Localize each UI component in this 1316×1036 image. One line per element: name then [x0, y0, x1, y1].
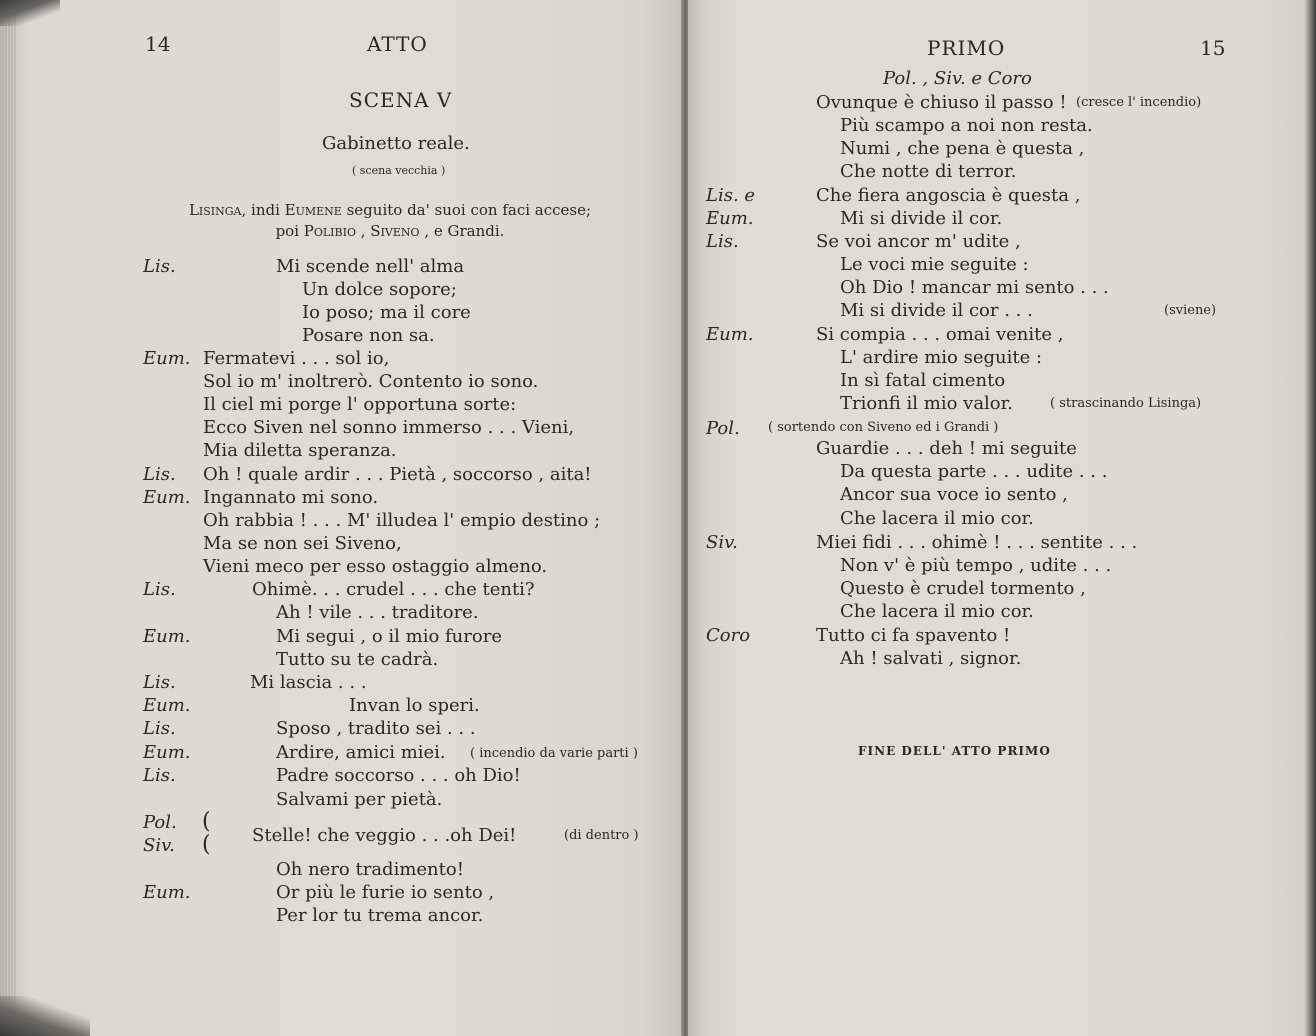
cast-text: ,: [355, 222, 371, 240]
verse-line: Or più le furie io sento ,: [276, 882, 495, 903]
speaker: Lis. e: [706, 185, 756, 206]
verse-line: Sol io m' inoltrerò. Contento io sono.: [203, 371, 539, 392]
running-head: PRIMO: [927, 36, 1006, 60]
page-edge: [1304, 0, 1316, 1036]
verse-line: Non v' è più tempo , udite . . .: [840, 555, 1112, 576]
speaker: Pol.: [143, 812, 177, 833]
verse-line: Vieni meco per esso ostaggio almeno.: [203, 556, 548, 577]
character-name: Lisinga: [188, 201, 242, 219]
verse-line: Tutto ci fa spavento !: [816, 625, 1011, 646]
cast-line: [130, 221, 650, 242]
cast-text: poi: [275, 222, 304, 240]
verse-line: Numi , che pena è questa ,: [840, 138, 1085, 159]
stage-direction: (sviene): [1164, 303, 1217, 318]
brace: (: [202, 809, 211, 834]
verse-line: Ingannato mi sono.: [203, 487, 379, 508]
verse-line: Padre soccorso . . . oh Dio!: [276, 765, 521, 786]
speaker: Coro: [706, 625, 751, 646]
verse-line: Stelle! che veggio . . .oh Dei!: [252, 825, 517, 846]
page-edges: [0, 0, 16, 1036]
verse-line: Ohimè. . . crudel . . . che tenti?: [252, 579, 535, 600]
verse-line: Da questa parte . . . udite . . .: [840, 461, 1108, 482]
verse-line: Mi scende nell' alma: [276, 256, 465, 277]
end-of-act-note: FINE DELL' ATTO PRIMO: [858, 744, 1051, 758]
verse-line: Per lor tu trema ancor.: [276, 905, 484, 926]
speaker: Eum.: [143, 487, 191, 508]
verse-line: Miei fidi . . . ohimè ! . . . sentite . . .: [816, 532, 1138, 553]
verse-line: Ah ! salvati , signor.: [840, 648, 1022, 669]
verse-line: Un dolce sopore;: [302, 279, 457, 300]
verse-line: Questo è crudel tormento ,: [840, 578, 1086, 599]
verse-line: Mi si divide il cor . . .: [840, 300, 1033, 321]
stage-direction: ( sortendo con Siveno ed i Grandi ): [768, 420, 999, 435]
verse-line: Oh ! quale ardir . . . Pietà , soccorso , aita!: [203, 464, 592, 485]
page-number: 15: [1200, 36, 1226, 60]
scene-title: SCENA V: [349, 88, 453, 112]
page-corner: [0, 996, 90, 1036]
page-corner: [0, 0, 60, 26]
character-name: Eumene: [284, 201, 342, 219]
stage-direction: (cresce l' incendio): [1076, 95, 1202, 110]
speaker: Eum.: [143, 742, 191, 763]
running-head: ATTO: [367, 32, 428, 56]
speaker: Eum.: [706, 208, 754, 229]
verse-line: Il ciel mi porge l' opportuna sorte:: [203, 394, 517, 415]
verse-line: L' ardire mio seguite :: [840, 347, 1043, 368]
speaker: Lis.: [143, 464, 176, 485]
stage-direction: ( incendio da varie parti ): [470, 746, 638, 761]
speaker: Pol.: [706, 418, 740, 439]
cast-text: seguito da' suoi con faci accese;: [341, 201, 592, 219]
stage-direction: (di dentro ): [564, 828, 639, 843]
verse-line: Ancor sua voce io sento ,: [840, 484, 1068, 505]
verse-line: Ardire, amici miei.: [276, 742, 446, 763]
page-number: 14: [145, 32, 171, 56]
speaker: Lis.: [143, 718, 176, 739]
speaker: Lis.: [143, 579, 176, 600]
verse-line: Che lacera il mio cor.: [840, 601, 1034, 622]
verse-line: Salvami per pietà.: [276, 789, 443, 810]
character-name: Polibio: [303, 222, 356, 240]
speaker: Lis.: [143, 672, 176, 693]
speaker: Lis.: [143, 765, 176, 786]
setting-note: ( scena vecchia ): [352, 164, 446, 177]
stage-direction: ( strascinando Lisinga): [1050, 396, 1202, 411]
verse-line: Oh rabbia ! . . . M' illudea l' empio destino ;: [203, 510, 601, 531]
verse-line: Mia diletta speranza.: [203, 440, 397, 461]
verse-line: Ecco Siven nel sonno immerso . . . Vieni,: [203, 417, 575, 438]
verse-line: Mi lascia . . .: [250, 672, 367, 693]
cast-list: [130, 200, 650, 242]
verse-line: Mi segui , o il mio furore: [276, 626, 502, 647]
speaker: Eum.: [143, 882, 191, 903]
verse-line: Io poso; ma il core: [302, 302, 471, 323]
verse-line: Tutto su te cadrà.: [276, 649, 439, 670]
scene-setting: Gabinetto reale.: [322, 133, 470, 154]
speaker-group: Pol. , Siv. e Coro: [883, 68, 1032, 89]
verse-line: Ah ! vile . . . traditore.: [276, 602, 479, 623]
verse-line: Ovunque è chiuso il passo !: [816, 92, 1067, 113]
verse-line: Che notte di terror.: [840, 161, 1017, 182]
verse-line: Più scampo a noi non resta.: [840, 115, 1093, 136]
verse-line: Oh nero tradimento!: [276, 859, 464, 880]
right-page: [688, 0, 1316, 1036]
speaker: Eum.: [143, 348, 191, 369]
verse-line: In sì fatal cimento: [840, 370, 1006, 391]
verse-line: Sposo , tradito sei . . .: [276, 718, 476, 739]
speaker: Siv.: [143, 835, 175, 856]
speaker: Siv.: [706, 532, 738, 553]
verse-line: Se voi ancor m' udite ,: [816, 231, 1021, 252]
speaker: Eum.: [143, 626, 191, 647]
verse-line: Mi si divide il cor.: [840, 208, 1003, 229]
character-name: Siveno: [370, 222, 420, 240]
verse-line: Le voci mie seguite :: [840, 254, 1029, 275]
verse-line: Fermatevi . . . sol io,: [203, 348, 390, 369]
verse-line: Invan lo speri.: [349, 695, 480, 716]
brace: (: [202, 832, 211, 857]
cast-line: [130, 200, 650, 221]
verse-line: Che fiera angoscia è questa ,: [816, 185, 1081, 206]
verse-line: Trionfi il mio valor.: [840, 393, 1013, 414]
verse-line: Posare non sa.: [302, 325, 435, 346]
verse-line: Che lacera il mio cor.: [840, 508, 1034, 529]
verse-line: Guardie . . . deh ! mi seguite: [816, 438, 1077, 459]
verse-line: Oh Dio ! mancar mi sento . . .: [840, 277, 1109, 298]
cast-text: , e Grandi.: [419, 222, 505, 240]
speaker: Eum.: [143, 695, 191, 716]
speaker: Eum.: [706, 324, 754, 345]
verse-line: Ma se non sei Siveno,: [203, 533, 402, 554]
verse-line: Si compia . . . omai venite ,: [816, 324, 1064, 345]
speaker: Lis.: [143, 256, 176, 277]
cast-text: , indi: [241, 201, 285, 219]
speaker: Lis.: [706, 231, 739, 252]
